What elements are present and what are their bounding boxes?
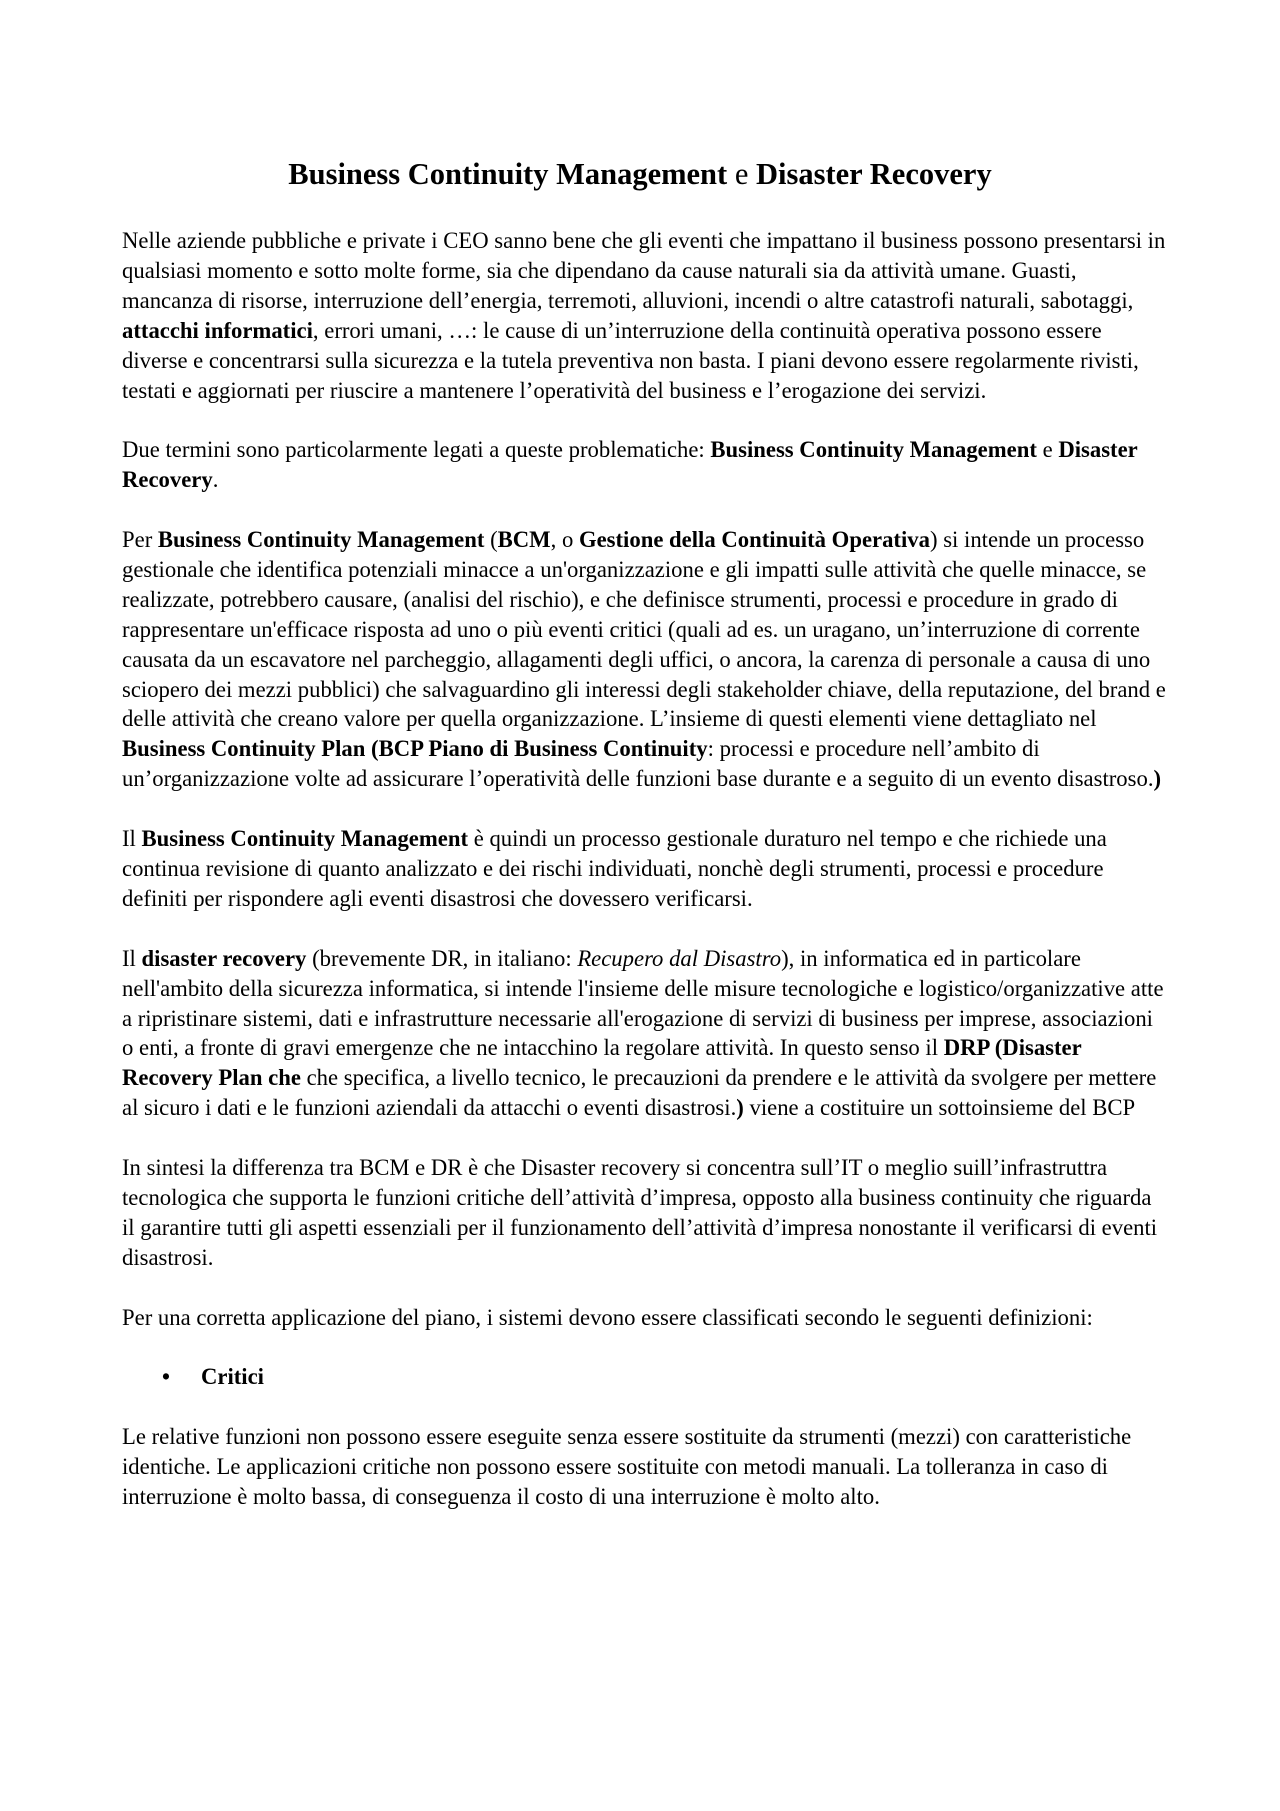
text-run: che specifica, a livello tecnico, le precauzioni da prendere e le attività da svolgere per mettere al sicuro i dati e le funzioni aziendali da attacchi o eventi disastrosi.	[122, 1065, 1157, 1121]
bold-run: Business Continuity Plan (BCP Piano di Business Continuity	[122, 736, 708, 762]
text-run: Nelle aziende pubbliche e private i CEO sanno bene che gli eventi che impattano il business possono presentarsi in qualsiasi momento e sotto molte forme, sia che dipendano da cause naturali sia da attività umane. Guasti, mancanza di risorse, interruzione dell’energia, terremoti, alluvioni, incendi o altre catastrofi naturali, sabotaggi,	[122, 228, 1166, 313]
title-separator: e	[727, 157, 756, 191]
title-bcm: Business Continuity Management	[288, 157, 728, 191]
title-dr: Disaster Recovery	[755, 157, 992, 191]
text-run: , o	[550, 527, 579, 553]
text-run: Due termini sono particolarmente legati a queste problematiche:	[122, 437, 711, 463]
text-run: (	[484, 527, 498, 553]
bullet-list	[122, 1362, 1167, 1392]
bold-run: attacchi informatici	[122, 317, 313, 343]
text-run: ) si intende un processo gestionale che identifica potenziali minacce a un'organizzazione e gli impatti sulle attività che quelle minacce, se realizzate, potrebbero causare, (analisi del rischio), e che definisce strumenti, processi e procedure in grado di rappresentare un'efficace risposta ad uno o più eventi critici (quali ad es. un uragano, un’interruzione di corrente causata da un escavatore nel parcheggio, allagamenti degli uffici, o ancora, la carenza di personale a causa di uno sciopero dei mezzi pubblici) che salvaguardino gli interessi degli stakeholder chiave, della reputazione, del brand e delle attività che creano valore per quella organizzazione. L’insieme di questi elementi viene dettagliato nel	[122, 527, 1166, 732]
bold-run: DRP (Disaster Recovery Plan che	[122, 1035, 1082, 1091]
italic-run: Recupero dal Disastro	[577, 945, 782, 971]
document-body	[122, 226, 1167, 1542]
paragraph-summary	[122, 1153, 1167, 1273]
bullet-label: Critici	[201, 1364, 264, 1390]
list-item	[122, 1362, 1167, 1392]
paragraph-bcm-process	[122, 824, 1167, 914]
text-run: ), in informatica ed in particolare nell'ambito della sicurezza informatica, si intende l'insieme delle misure tecnologiche e logistico/organizzative atte a ripristinare sistemi, dati e infrastrutture necessarie all'erogazione di servizi di business per imprese, associazioni o enti, a fronte di gravi emergenze che ne intacchino la regolare attività. In questo senso il	[122, 945, 1164, 1061]
text-run: Per una corretta applicazione del piano, i sistemi devono essere classificati secondo le seguenti definizioni:	[122, 1304, 1093, 1330]
bold-run: )	[1153, 766, 1162, 792]
bold-run: )	[736, 1095, 744, 1121]
document-title	[0, 154, 1280, 194]
paragraph-terms	[122, 435, 1167, 495]
text-run: Il	[122, 945, 142, 971]
bold-run: Business Continuity Management	[710, 437, 1037, 463]
paragraph-critici	[122, 1422, 1167, 1512]
text-run: e	[1036, 437, 1059, 463]
paragraph-intro	[122, 226, 1167, 405]
text-run: In sintesi la differenza tra BCM e DR è che Disaster recovery si concentra sull’IT o meglio suill’infrastruttra tecnologica che supporta le funzioni critiche dell’attività d’impresa, opposto alla business continuity che riguarda il garantire tutti gli aspetti essenziali per il funzionamento dell’attività d’impresa nonostante il verificarsi di eventi disastrosi.	[122, 1155, 1158, 1270]
bold-run: BCM	[497, 527, 551, 553]
text-run: (brevemente DR, in italiano:	[306, 945, 578, 971]
bold-run: Business Continuity Management	[141, 826, 469, 852]
bold-run: Gestione della Continuità Operativa	[578, 527, 930, 553]
paragraph-dr-definition	[122, 944, 1167, 1123]
paragraph-bcm-definition	[122, 525, 1167, 794]
bullet-icon: •	[162, 1364, 170, 1390]
text-run: Il	[122, 826, 142, 852]
bold-run: disaster recovery	[141, 945, 307, 971]
text-run: viene a costituire un sottoinsieme del BCP	[743, 1095, 1136, 1121]
text-run: , errori umani, …: le cause di un’interruzione della continuità operativa possono essere diverse e concentrarsi sulla sicurezza e la tutela preventiva non basta. I piani devono essere regolarmente rivisti, testati e aggiornati per riuscire a mantenere l’operatività del business e l’erogazione dei servizi.	[122, 317, 1139, 403]
text-run: è quindi un processo gestionale duraturo nel tempo e che richiede una continua revisione di quanto analizzato e dei rischi individuati, nonchè degli strumenti, processi e procedure definiti per rispondere agli eventi disastrosi che dovessero verificarsi.	[122, 826, 1107, 911]
bold-run: Business Continuity Management	[157, 527, 485, 553]
text-run: .	[212, 467, 219, 493]
text-run: : processi e procedure nell’ambito di un’organizzazione volte ad assicurare l’operatività delle funzioni base durante e a seguito di un evento disastroso.	[122, 736, 1154, 792]
paragraph-classification	[122, 1303, 1167, 1333]
text-run: Le relative funzioni non possono essere eseguite senza essere sostituite da strumenti (mezzi) con caratteristiche identiche. Le applicazioni critiche non possono essere sostituite con metodi manuali. La tolleranza in caso di interruzione è molto bassa, di conseguenza il costo di una interruzione è molto alto.	[122, 1424, 1132, 1509]
bold-run: Disaster Recovery	[122, 437, 1138, 493]
text-run: Per	[122, 527, 158, 553]
